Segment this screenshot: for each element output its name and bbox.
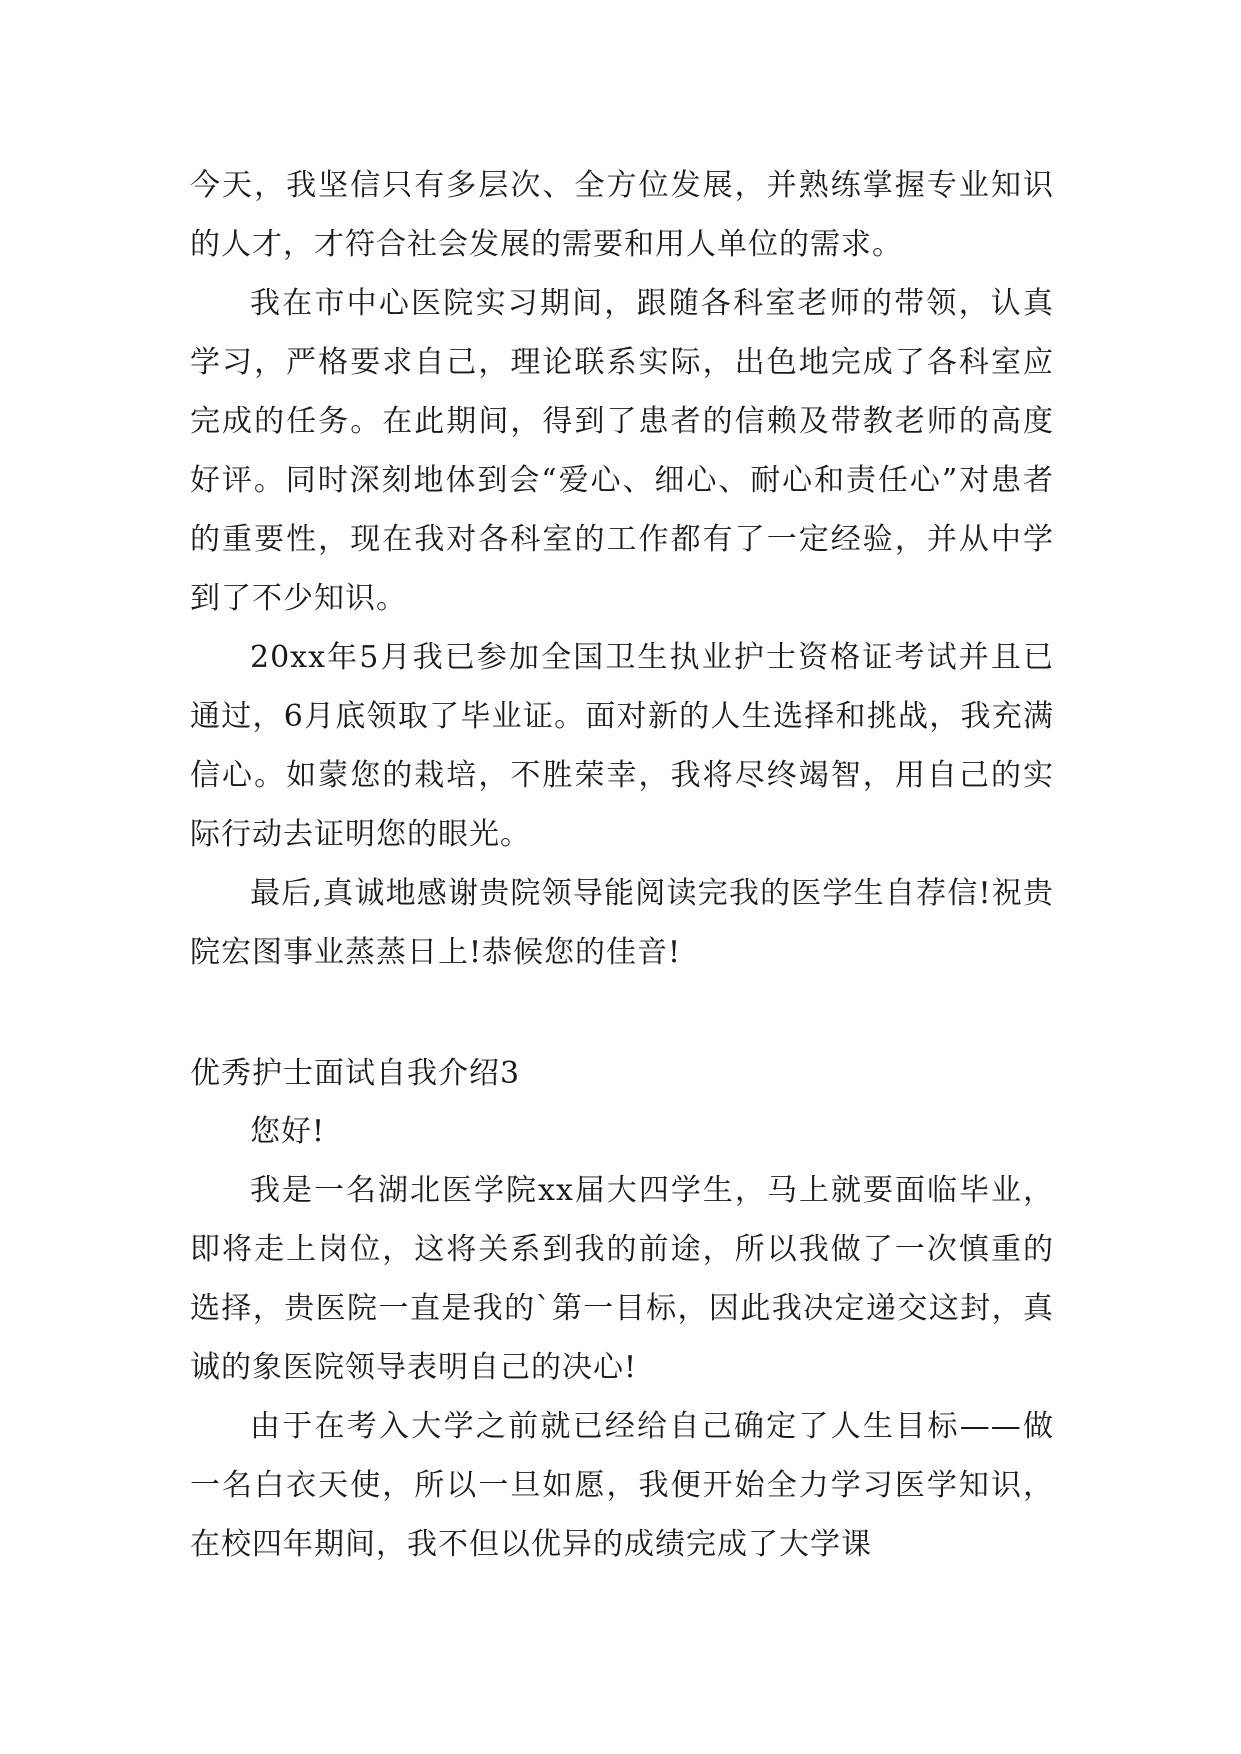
document-body xyxy=(190,156,1054,1574)
paragraph-internship: 我在市中心医院实习期间，跟随各科室老师的带领，认真学习，严格要求自己，理论联系实际，出色地完成了各科室应完成的任务。在此期间，得到了患者的信赖及带教老师的高度好评。同时深刻地体到会“爱心、细心、耐心和责任心”对患者的重要性，现在我对各科室的工作都有了一定经验，并从中学到了不少知识。 xyxy=(190,286,1054,616)
paragraph-greeting: 您好! xyxy=(250,1114,326,1149)
paragraph-certification: 20xx年5月我已参加全国卫生执业护士资格证考试并且已通过，6月底领取了毕业证。面对新的人生选择和挑战，我充满信心。如蒙您的栽培，不胜荣幸，我将尽终竭智，用自己的实际行动去证明您的眼光。 xyxy=(190,640,1054,852)
paragraph-intro-continued: 今天，我坚信只有多层次、全方位发展，并熟练掌握专业知识的人才，才符合社会发展的需要和用人单位的需求。 xyxy=(190,168,1054,262)
paragraph-career-goal: 由于在考入大学之前就已经给自己确定了人生目标——做一名白衣天使，所以一旦如愿，我便开始全力学习医学知识，在校四年期间，我不但以优异的成绩完成了大学课 xyxy=(190,1409,1054,1562)
section-title: 优秀护士面试自我介绍3 xyxy=(190,1056,521,1091)
section-spacer xyxy=(190,982,1054,1046)
paragraph-self-introduction: 我是一名湖北医学院xx届大四学生，马上就要面临毕业，即将走上岗位，这将关系到我的前途，所以我做了一次慎重的选择，贵医院一直是我的`第一目标，因此我决定递交这封，真诚的象医院领导表明自己的决心! xyxy=(190,1173,1054,1385)
paragraph-closing: 最后,真诚地感谢贵院领导能阅读完我的医学生自荐信!祝贵院宏图事业蒸蒸日上!恭候您的佳音! xyxy=(190,876,1054,970)
